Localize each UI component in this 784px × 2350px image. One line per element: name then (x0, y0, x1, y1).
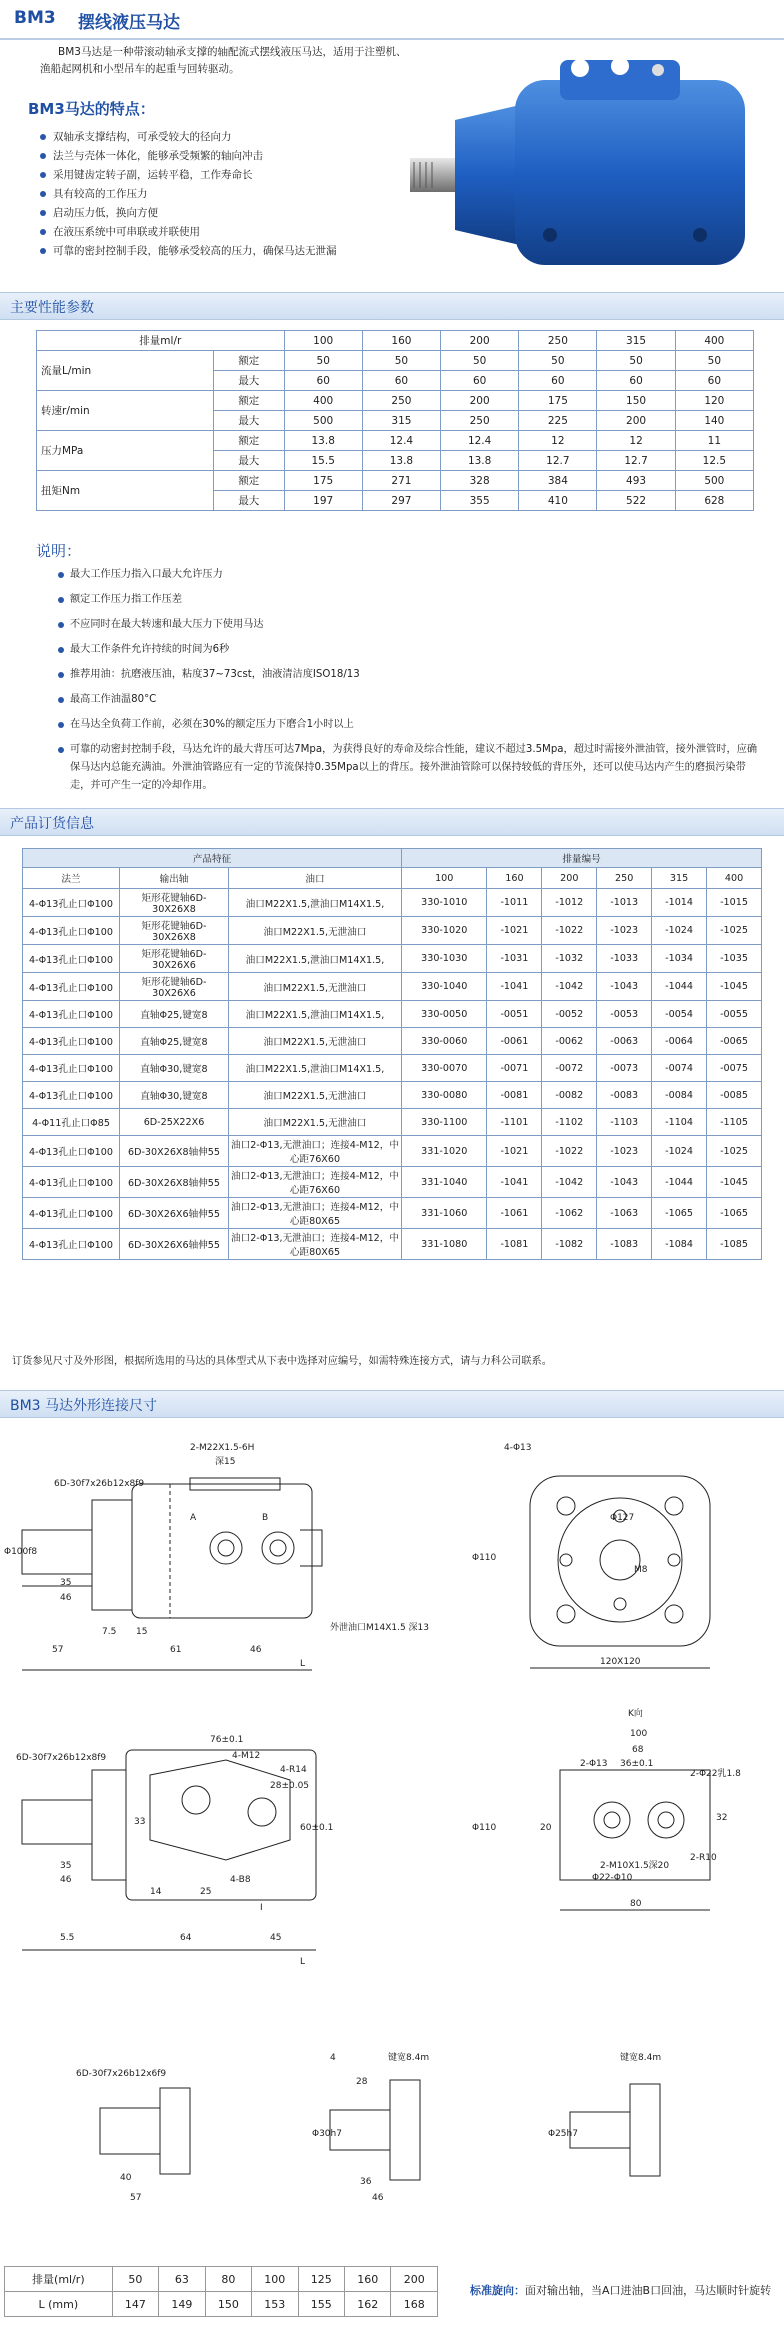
table-row: 4-Φ13孔止口Φ100 矩形花键轴6D-30X26X8 油口M22X1.5,无泄油口 330-1020 -1021 -1022 -1023 -1024 -1025 (23, 917, 762, 945)
list-item: 不应同时在最大转速和最大压力下使用马达 (58, 616, 758, 634)
table-row: 最大 60 60 60 60 60 60 (37, 371, 754, 391)
m10-label: 2-M10X1.5深20 (600, 1861, 670, 1871)
table-row: 4-Φ13孔止口Φ100 6D-30X26X8轴伸55 油口2-Φ13,无泄油口；连接4-M12，中心距76X60 331-1020 -1021 -1022 -1023 -1024 -1025 (23, 1136, 762, 1167)
k-view-label: K向 (628, 1709, 643, 1719)
list-item: 启动压力低，换向方便 (40, 204, 440, 223)
spec-table: 排量ml/r 100 160 200 250 315 400 流量L/min 额定 50 50 50 50 50 50 最大 60 60 60 60 60 60 转速r/min 额定 400 250 200 175 150 120 最大 500 315 250 225 200 140 压力MPa 额定 13.8 12.4 12.4 12 12 11 最大 15.5 13.8 13.8 12.7 12.7 12.5 扭矩Nm 额定 175 271 328 384 493 500 最大 197 297 355 410 522 628 (36, 330, 754, 511)
list-item: 最高工作油温80°C (58, 691, 758, 709)
b-label: B (262, 1513, 269, 1523)
d64-label: 64 (180, 1933, 192, 1943)
port-face-view (22, 1750, 316, 1950)
order-table: 产品特征 排量编号 法兰 输出轴 油口 100 160 200 250 315 400 4-Φ13孔止口Φ100 矩形花键轴6D-30X26X8 油口M22X1.5,泄油口M14X1.5, 330-1010 -1011 -1012 -1013 -1014 -1015 4-Φ13孔止口Φ100 矩形花键轴6D-30X26X8 油口M22X1.5,无泄油口 330-1020 -1021 -1022 -1023 -1024 -1025 4-Φ13孔止口Φ100 矩形花键轴6D-30X26X6 油口M22X1.5,泄油口M14X1.5, 330-1030 -1031 -1032 -1033 -1034 -1035 4-Φ13孔止口Φ100 矩形花键轴6D-30X26X6 油口M22X1.5,无泄油口 330-1040 -1041 -1042 -1043 -1044 -1045 4-Φ13孔止口Φ100 直轴Φ25,键宽8 油口M22X1.5,泄油口M14X1.5, 330-0050 -0051 -0052 -0053 -0054 -0055 4-Φ13孔止口Φ100 直轴Φ25,键宽8 油口M22X1.5,无泄油口 330-0060 -0061 -0062 -0063 -0064 -0065 4-Φ13孔止口Φ100 直轴Φ30,键宽8 油口M22X1.5,泄油口M14X1.5, 330-0070 -0071 -0072 -0073 -0074 -0075 4-Φ13孔止口Φ100 直轴Φ30,键宽8 油口M22X1.5,无泄油口 330-0080 -0081 -0082 -0083 -0084 -0085 4-Φ11孔止口Φ85 6D-25X22X6 油口M22X1.5,无泄油口 330-1100 -1101 -1102 -1103 -1104 -1105 4-Φ13孔止口Φ100 6D-30X26X8轴伸55 油口2-Φ13,无泄油口；连接4-M12，中心距76X60 331-1020 -1021 -1022 -1023 -1024 -1025 4-Φ13孔止口Φ100 6D-30X26X8轴伸55 油口2-Φ13,无泄油口；连接4-M12，中心距76X60 331-1040 -1041 -1042 -1043 -1044 -1045 4-Φ13孔止口Φ100 6D-30X26X6轴伸55 油口2-Φ13,无泄油口；连接4-M12，中心距80X65 331-1060 -1061 -1062 -1063 -1065 -1065 4-Φ13孔止口Φ100 6D-30X26X6轴伸55 油口2-Φ13,无泄油口；连接4-M12，中心距80X65 331-1080 -1081 -1082 -1083 -1084 -1085 (22, 848, 762, 1260)
list-item: 推荐用油：抗磨液压油，粘度37~73cst，油液清洁度ISO18/13 (58, 666, 758, 684)
table-row: 4-Φ11孔止口Φ85 6D-25X22X6 油口M22X1.5,无泄油口 330-1100 -1101 -1102 -1103 -1104 -1105 (23, 1109, 762, 1136)
bullet-icon (40, 134, 46, 140)
list-item: 具有较高的工作压力 (40, 185, 440, 204)
spline1-label: 6D-30f7x26b12x8f9 (54, 1479, 145, 1489)
key8-label: 键宽8.4m (388, 2053, 430, 2063)
d8-label: 4 (330, 2053, 336, 2063)
bullet-icon (40, 172, 46, 178)
list-item: 最大工作压力指入口最大允许压力 (58, 566, 758, 584)
d22b-label: Φ22-Φ10 (592, 1873, 633, 1883)
side-view (22, 1478, 322, 1670)
spline1b-label: 6D-30f7x26b12x8f9 (16, 1753, 107, 1763)
d46-label: 46 (60, 1593, 72, 1603)
table-row: 4-Φ13孔止口Φ100 6D-30X26X6轴伸55 油口2-Φ13,无泄油口；连接4-M12，中心距80X65 331-1080 -1081 -1082 -1083 -1084 -1085 (23, 1229, 762, 1260)
d32-label: 32 (716, 1813, 728, 1823)
table-row: 4-Φ13孔止口Φ100 6D-30X26X6轴伸55 油口2-Φ13,无泄油口；连接4-M12，中心距80X65 331-1060 -1061 -1062 -1063 -1065 -1065 (23, 1198, 762, 1229)
order-section-header: 产品订货信息 (0, 808, 784, 836)
d46b-label: 46 (250, 1645, 262, 1655)
notes-list (58, 566, 758, 802)
key8b-label: 键宽8.4m (620, 2053, 662, 2063)
L-label: L (300, 1659, 306, 1669)
list-item: 可靠的动密封控制手段，马达允许的最大背压可达7Mpa，为获得良好的寿命及综合性能，建议不超过3.5Mpa，超过时需接外泄油管，接外泄管时，应确保马达内总能充满油。外泄油管路应有一定的节流保持0.35Mpa以上的背压。接外泄油管除可以保持较低的背压外，还可以使马达内产生的磨损污染带走，并可产生一定的冷却作用。 (58, 741, 758, 795)
table-row: 4-Φ13孔止口Φ100 矩形花键轴6D-30X26X8 油口M22X1.5,泄油口M14X1.5, 330-1010 -1011 -1012 -1013 -1014 -1015 (23, 889, 762, 917)
d13-label: 2-Φ13 (580, 1759, 608, 1769)
d35b-label: 35 (60, 1861, 72, 1871)
bullet-icon (40, 229, 46, 235)
notes-title: 说明： (36, 542, 82, 560)
table-row: 4-Φ13孔止口Φ100 直轴Φ25,键宽8 油口M22X1.5,无泄油口 330-0060 -0061 -0062 -0063 -0064 -0065 (23, 1028, 762, 1055)
d28b-label: 28 (356, 2077, 368, 2087)
holes-label: 4-Φ13 (504, 1443, 532, 1453)
table-row: 4-Φ13孔止口Φ100 矩形花键轴6D-30X26X6 油口M22X1.5,无泄油口 330-1040 -1041 -1042 -1043 -1044 -1045 (23, 973, 762, 1001)
drain-label: 外泄油口M14X1.5 深13 (330, 1623, 430, 1633)
d40-label: 40 (120, 2173, 132, 2183)
intro-text: BM3马达是一种带滚动轴承支撑的轴配流式摆线液压马达，适用于注塑机、渔船起网机和小型吊车的起重与回转驱动。 (40, 46, 407, 75)
d110-label: Φ110 (472, 1553, 497, 1563)
list-item: 双轴承支撑结构，可承受较大的径向力 (40, 128, 440, 147)
port-plug-a (571, 59, 589, 77)
sq-label: 120X120 (600, 1657, 641, 1667)
list-item: 法兰与壳体一体化，能够承受频繁的轴向冲击 (40, 147, 440, 166)
spec-section-header: 主要性能参数 (0, 292, 784, 320)
d33-label: 33 (134, 1817, 146, 1827)
product-code: BM3 (14, 8, 56, 28)
motor-shaft (410, 158, 458, 192)
features-list (40, 128, 440, 261)
d30-label: Φ30h7 (312, 2129, 342, 2139)
product-title: 摆线液压马达 (78, 13, 180, 33)
list-item: 在液压系统中可串联或并联使用 (40, 223, 440, 242)
d60-label: 60±0.1 (300, 1823, 334, 1833)
table-row: 压力MPa 额定 13.8 12.4 12.4 12 12 11 (37, 431, 754, 451)
list-item: 采用键齿定转子副，运转平稳，工作寿命长 (40, 166, 440, 185)
m8-label: M8 (634, 1565, 648, 1575)
d100b-label: 100 (630, 1729, 648, 1739)
list-item: 额定工作压力指工作压差 (58, 591, 758, 609)
d100-label: Φ100f8 (4, 1547, 38, 1557)
d22-label: 2-Φ22乳1.8 (690, 1769, 741, 1779)
d57-label: 57 (52, 1645, 64, 1655)
table-row: 流量L/min 额定 50 50 50 50 50 50 (37, 351, 754, 371)
features-title: BM3马达的特点： (28, 100, 155, 118)
d35-label: 35 (60, 1578, 72, 1588)
i-label: I (260, 1903, 263, 1913)
port-plug-b (611, 57, 629, 75)
table-row: 排量(ml/r) 50 63 80 100 125 160 200 (5, 2267, 438, 2292)
port-depth-label: 深15 (215, 1457, 236, 1467)
bullet-icon (40, 191, 46, 197)
table-row: 4-Φ13孔止口Φ100 直轴Φ30,键宽8 油口M22X1.5,无泄油口 330-0080 -0081 -0082 -0083 -0084 -0085 (23, 1082, 762, 1109)
d25-label: 25 (200, 1887, 212, 1897)
d28-label: 28±0.05 (270, 1781, 310, 1791)
d61-label: 61 (170, 1645, 182, 1655)
d80-label: 80 (630, 1899, 642, 1909)
bullet-icon (40, 153, 46, 159)
length-table (4, 2266, 438, 2317)
d45-label: 45 (270, 1933, 282, 1943)
bullet-icon (40, 248, 46, 254)
d36b-label: 36 (360, 2177, 372, 2187)
d46d-label: 46 (372, 2193, 384, 2203)
d20-label: 20 (540, 1823, 552, 1833)
list-item: 可靠的密封控制手段，能够承受较高的压力，确保马达无泄漏 (40, 242, 440, 261)
m12-label: 4-M12 (232, 1751, 261, 1761)
table-row: 4-Φ13孔止口Φ100 矩形花键轴6D-30X26X6 油口M22X1.5,泄油口M14X1.5, 330-1030 -1031 -1032 -1033 -1034 -1035 (23, 945, 762, 973)
d76-label: 76±0.1 (210, 1735, 244, 1745)
table-header: 排量ml/r (37, 331, 285, 351)
table-row: 最大 197 297 355 410 522 628 (37, 491, 754, 511)
table-row: 4-Φ13孔止口Φ100 6D-30X26X8轴伸55 油口2-Φ13,无泄油口；连接4-M12，中心距76X60 331-1040 -1041 -1042 -1043 -1044 -1045 (23, 1167, 762, 1198)
d25h-label: Φ25h7 (548, 2129, 578, 2139)
list-item: 在马达全负荷工作前，必须在30%的额定压力下磨合1小时以上 (58, 716, 758, 734)
d127-label: Φ127 (610, 1513, 635, 1523)
l2-label: L (300, 1957, 306, 1967)
d46c-label: 46 (60, 1875, 72, 1885)
table-row: L (mm) 147 149 150 153 155 162 168 (5, 2292, 438, 2317)
d5-5-label: 5.5 (60, 1933, 75, 1943)
bullet-icon (40, 210, 46, 216)
table-row: 最大 500 315 250 225 200 140 (37, 411, 754, 431)
a-label: A (190, 1513, 197, 1523)
b8-label: 4-B8 (230, 1875, 251, 1885)
spline2-label: 6D-30f7x26b12x6f9 (76, 2069, 167, 2079)
list-item: 最大工作条件允许持续的时间为6秒 (58, 641, 758, 659)
d15-label: 15 (136, 1627, 148, 1637)
d57b-label: 57 (130, 2193, 142, 2203)
drawing-section-header: BM3 马达外形连接尺寸 (0, 1390, 784, 1418)
dimension-drawing (0, 1420, 784, 2260)
r14-label: 4-R14 (280, 1765, 307, 1775)
motor-image (400, 50, 770, 290)
d14-label: 14 (150, 1887, 162, 1897)
r10-label: 2-R10 (690, 1853, 717, 1863)
k-view (560, 1770, 710, 1910)
d110b-label: Φ110 (472, 1823, 497, 1833)
front-view (530, 1476, 710, 1668)
d68-label: 68 (632, 1745, 644, 1755)
motor-flange (455, 105, 520, 245)
table-row: 4-Φ13孔止口Φ100 直轴Φ25,键宽8 油口M22X1.5,泄油口M14X1.5, 330-0050 -0051 -0052 -0053 -0054 -0055 (23, 1001, 762, 1028)
title-bar (0, 0, 784, 40)
order-note: 订货参见尺寸及外形图，根据所选用的马达的具体型式从下表中选择对应编号，如需特殊连接方式，请与力科公司联系。 (12, 1356, 552, 1367)
table-row: 扭矩Nm 额定 175 271 328 384 493 500 (37, 471, 754, 491)
d36-label: 36±0.1 (620, 1759, 654, 1769)
table-row: 4-Φ13孔止口Φ100 直轴Φ30,键宽8 油口M22X1.5,泄油口M14X1.5, 330-0070 -0071 -0072 -0073 -0074 -0075 (23, 1055, 762, 1082)
table-row: 转速r/min 额定 400 250 200 175 150 120 (37, 391, 754, 411)
d7-5-label: 7.5 (102, 1627, 117, 1637)
rotation-note: 标准旋向：面对输出轴，当A口进油B口回油，马达顺时针旋转 (470, 2284, 772, 2297)
table-row: 最大 15.5 13.8 13.8 12.7 12.7 12.5 (37, 451, 754, 471)
port-thread-label: 2-M22X1.5-6H (190, 1443, 255, 1453)
